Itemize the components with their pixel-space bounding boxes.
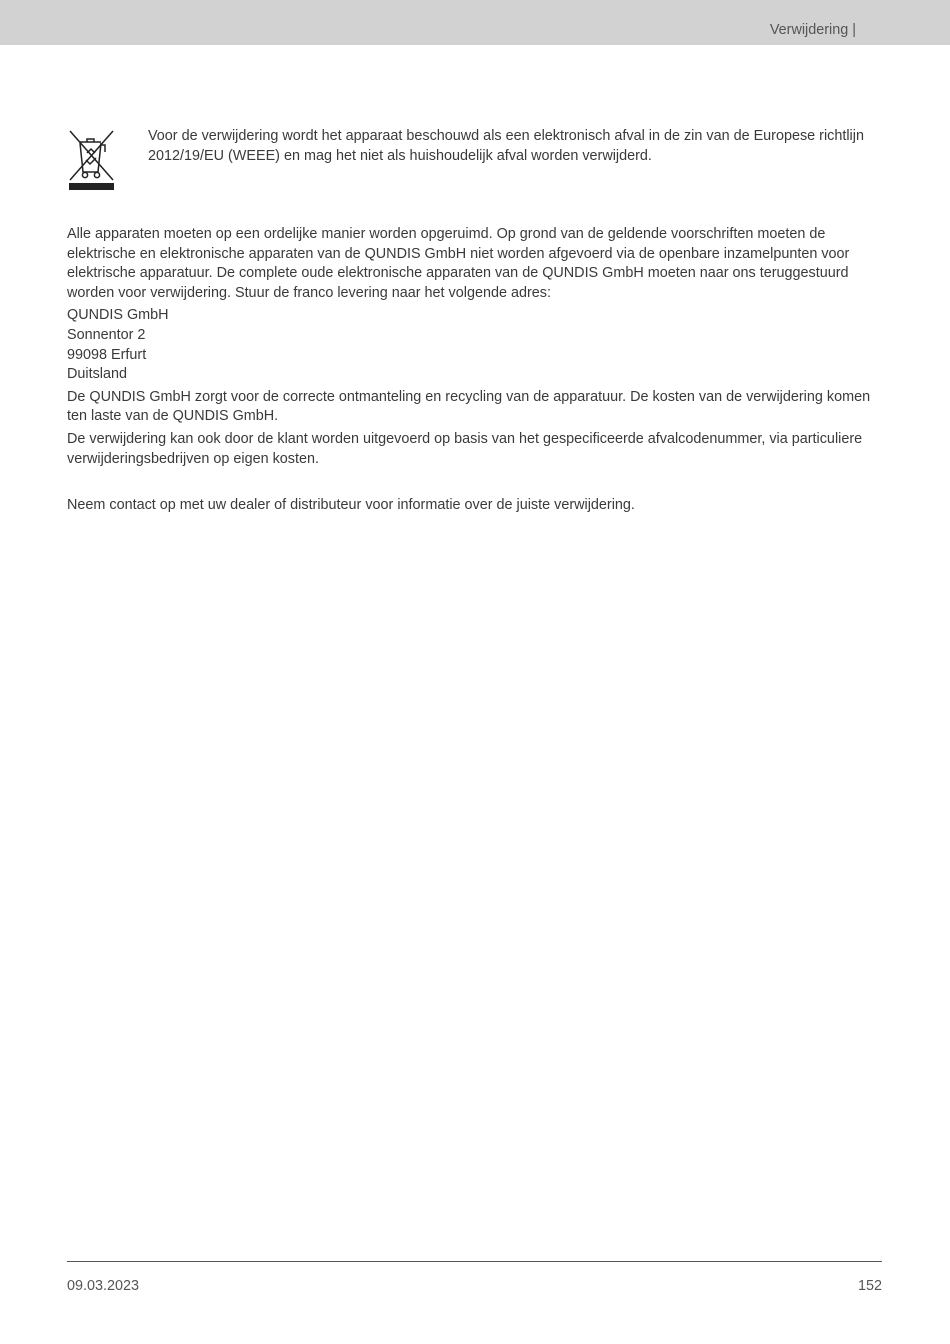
disposal-paragraph-costs: De QUNDIS GmbH zorgt voor de correcte ontmanteling en recycling van de apparatuur. De kosten van de verwijdering komen ten laste van de QUNDIS GmbH.: [67, 388, 871, 425]
address-street: Sonnentor 2: [67, 326, 146, 343]
page-number: 152: [857, 1278, 882, 1294]
return-address: [67, 306, 887, 384]
disposal-paragraph-contact: Neem contact op met uw dealer of distributeur voor informatie over de juiste verwijdering.: [67, 497, 635, 514]
address-country: Duitsland: [67, 366, 127, 383]
footer-date: 09.03.2023: [67, 1278, 140, 1294]
weee-notice-text: Voor de verwijdering wordt het apparaat beschouwd als een elektronisch afval in de zin van de Europese richtlijn 2012/19/EU (WEEE) en mag het niet als huishoudelijk afval worden verwijderd.: [148, 128, 864, 164]
disposal-paragraph-main: Alle apparaten moeten op een ordelijke manier worden opgeruimd. Op grond van de geldende voorschriften moeten de elektrische en elektronische apparaten van de QUNDIS GmbH niet worden afgevoerd via de openbare inzamelpunten voor elektrische apparatuur. De complete oude elektronische apparaten van de QUNDIS GmbH moeten naar ons teruggestuurd worden voor verwijdering. Stuur de franco levering naar het volgende adres:: [67, 226, 850, 301]
crossed-out-wheelie-bin-icon: [67, 128, 117, 192]
section-title: Verwijdering |: [769, 22, 856, 38]
page-header-bar: [0, 0, 950, 45]
footer-divider: [67, 1261, 882, 1262]
disposal-content: [67, 225, 887, 516]
disposal-paragraph-customer: De verwijdering kan ook door de klant worden uitgevoerd op basis van het gespecificeerde afvalcodenummer, via particuliere verwijderingsbedrijven op eigen kosten.: [67, 430, 863, 467]
address-company: QUNDIS GmbH: [67, 307, 169, 324]
address-city: 99098 Erfurt: [67, 346, 147, 363]
